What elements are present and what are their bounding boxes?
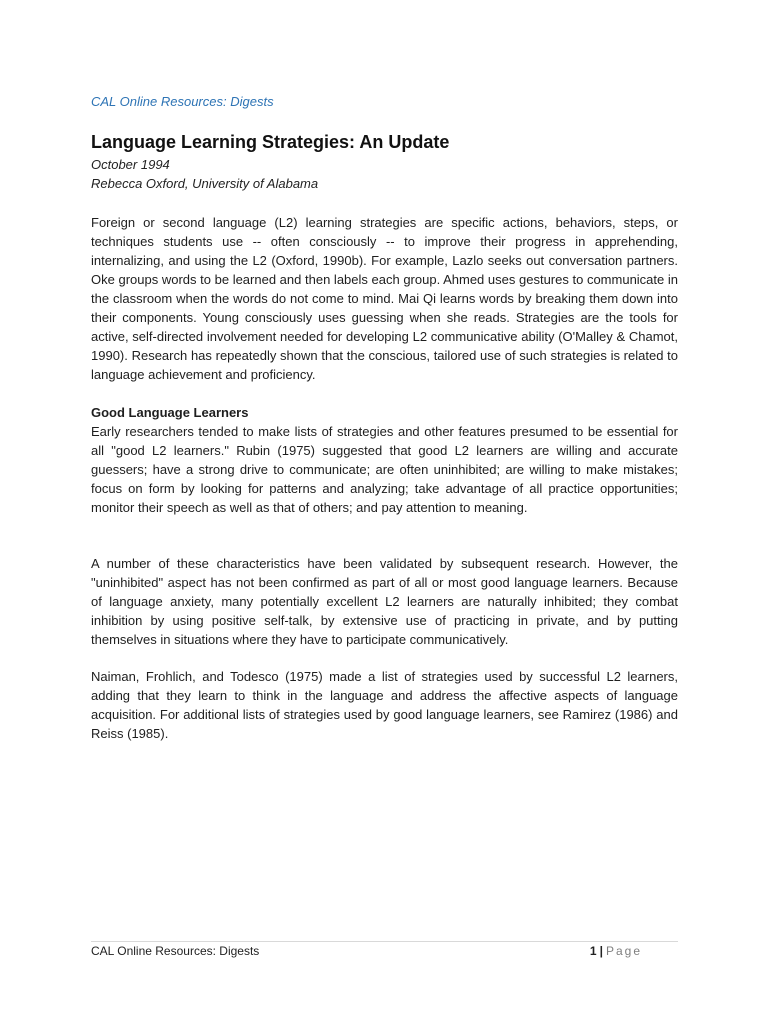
header-link[interactable]: CAL Online Resources: Digests [91, 94, 274, 109]
section-heading: Good Language Learners [91, 405, 249, 420]
section-paragraph-2: A number of these characteristics have been validated by subsequent research. However, the "uninhibited" aspect has not been confirmed as part of all or most good language learners. Because of language anxiety, many potentially excellent L2 learners are naturally inhibited; they combat inhibition by using positive self-talk, by extensive use of practicing in private, and by putting themselves in situations where they have to participate communicatively. [91, 556, 678, 647]
intro-text: Foreign or second language (L2) learning strategies are specific actions, behaviors, steps, or techniques students use -- often consciously -- to improve their progress in apprehending, internalizing, and using the L2 (Oxford, 1990b). For example, Lazlo seeks out conversation partners. Oke groups words to be learned and then labels each group. Ahmed uses gestures to communicate in the classroom when the words do not come to mind. Mai Qi learns words by breaking them down into their components. Young consciously uses guessing when she reads. Strategies are the tools for active, self-directed involvement needed for developing L2 communicative ability (O'Malley & Chamot, 1990). Research has repeatedly shown that the conscious, tailored use of such strategies is related to language achievement and proficiency. [91, 215, 678, 382]
footer-divider [91, 941, 678, 942]
article-date: October 1994 [91, 157, 170, 172]
section-paragraph-3-block [91, 667, 678, 743]
page-label: Page [605, 944, 642, 958]
intro-paragraph [91, 213, 678, 384]
article-author: Rebecca Oxford, University of Alabama [91, 176, 319, 191]
page-separator: | [599, 944, 603, 958]
article-title: Language Learning Strategies: An Update [91, 132, 450, 152]
footer-page-indicator [590, 944, 642, 958]
section-paragraph-1: Early researchers tended to make lists of strategies and other features presumed to be essential for all "good L2 learners." Rubin (1975) suggested that good L2 learners are willing and accurate guessers; have a strong drive to communicate; are often uninhibited; are willing to make mistakes; focus on form by looking for patterns and analyzing; take advantage of all practice opportunities; monitor their speech as well as that of others; and pay attention to meaning. [91, 424, 678, 515]
good-learners-section [91, 403, 678, 517]
footer-title: CAL Online Resources: Digests [91, 944, 260, 958]
section-paragraph-3: Naiman, Frohlich, and Todesco (1975) made a list of strategies used by successful L2 learners, adding that they learn to think in the language and address the affective aspects of language acquisition. For additional lists of strategies used by good language learners, see Ramirez (1986) and Reiss (1985). [91, 669, 678, 741]
page-number: 1 [589, 944, 597, 958]
section-paragraph-2-block [91, 554, 678, 649]
